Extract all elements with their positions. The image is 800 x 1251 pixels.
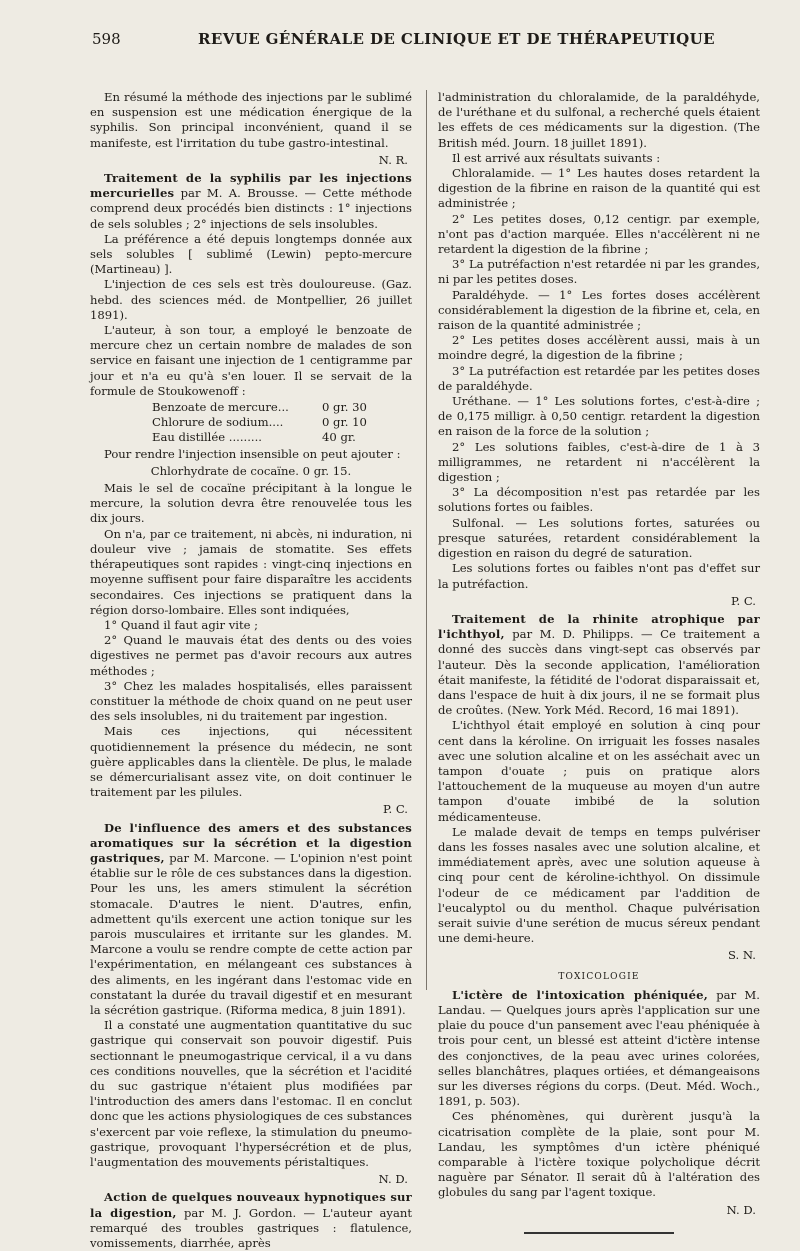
paragraph: En résumé la méthode des injections par le sublimé en suspension est une médication énergique de la syphilis. Son principal inconvénient, quand il se manifeste, est l'irritation du tube gastro-intestinal. [90,90,412,150]
paragraph: Uréthane. — 1° Les solutions fortes, c'est-à-dire ; de 0,175 milligr. à 0,50 centigr. retardent la digestion en raison de la force de la solution ; [438,394,760,439]
paragraph: 3° La décomposition n'est pas retardée par les solutions fortes ou faibles. [438,485,760,515]
paragraph: L'ichthyol était employé en solution à cinq pour cent dans la kéroline. On irriguait les fosses nasales avec une solution alcaline et on les asséchait avec un tampon d'ouate ; puis on pratique alors l'attouchement de la muqueuse au moyen d'un autre tampon d'ouate imbibé de la solution médicamenteuse. [438,718,760,824]
article-hypnotiques [90,1190,412,1251]
right-column [438,90,760,1234]
formula-name: Benzoate de mercure... [152,400,289,415]
paragraph: Il est arrivé aux résultats suivants : [452,150,661,165]
article-title: Traitement de la rhinite atrophique par l'ichthyol, [438,611,760,642]
paragraph: 2° Les petites doses accélèrent aussi, mais à un moindre degré, la digestion de la fibrine ; [438,333,760,363]
signature: P. C. [731,593,756,608]
paragraph: par M. D. Philipps. — Ce traitement a donné des succès dans vingt-sept cas observés par l'auteur. Dès la seconde application, l'amélioration était manifeste, la fétidité de l'odorat disparaissait et, dans l'espace de huit à dix jours, il ne se formait plus de croûtes. (New. York Méd. Record, 16 mai 1891). [438,627,760,718]
section-heading: TOXICOLOGIE [558,971,640,982]
column-divider [426,90,427,990]
page-number: 598 [92,30,121,48]
article-title: Action de quelques nouveaux hypnotiques sur la digestion, [90,1190,412,1220]
paragraph: 2° Les solutions faibles, c'est-à-dire de 1 à 3 milligrammes, ne retardent ni n'accélèrent la digestion ; [438,439,760,485]
paragraph: par M. Landau. — Quelques jours après l'application sur une plaie du pouce d'un pansement avec l'eau phéniquée à trois pour cent, un blessé est atteint d'ictère intense des conjonctives, de la peau avec urines colorées, selles blanchâtres, plaques ortiées, et démangeaisons sur les diverses régions du corps. (Deut. Méd. Woch., 1891, p. 503). [438,987,760,1109]
signature: N. D. [378,1172,408,1187]
paragraph: Pour rendre l'injection insensible on peut ajouter : [104,446,401,461]
paragraph: — L'opinion n'est point établie sur le rôle de ces substances dans la digestion. Pour les uns, les amers stimulent la sécrétion stomacale. D'autres le nient. D'autres, enfin, admettent qu'ils exercent une action tonique sur les parois musculaires et irritante sur les glandes. M. Marcone a voulu se rendre compte de cette action par l'expérimentation, en mélangeant ces substances à des aliments, en les ingérant dans l'estomac vide en constatant la durée du travail digestif et en mesurant la sécrétion gastrique. (Riforma medica, 8 juin 1891). [90,850,412,1017]
formula-qty: 40 gr. [322,430,356,445]
page-header [0,30,800,54]
paragraph: 1° Quand il faut agir vite ; [104,617,259,632]
journal-title: REVUE GÉNÉRALE DE CLINIQUE ET DE THÉRAPEUTIQUE [198,30,715,48]
paragraph: par M. A. Brousse. — Cette méthode comprend deux procédés bien distincts : 1° injections de sels solubles ; 2° injections de sels insolubles. [90,186,413,231]
left-column [90,90,412,1251]
article-syphilis [90,171,412,232]
paragraph: L'auteur, à son tour, a employé le benzoate de mercure chez un certain nombre de malades de son service en faisant une injection de 1 centigramme par jour et n'a eu qu'à s'en louer. Il se servait de la formule de Stoukowenoff : [90,323,412,398]
paragraph: Paraldéhyde. — 1° Les fortes doses accélèrent considérablement la digestion de la fibrine et, cela, en raison de la quantité administrée ; [438,287,760,333]
formula-row [90,400,412,415]
paragraph: La préférence a été depuis longtemps donnée aux sels solubles [ sublimé (Lewin) pepto-mercure (Martineau) ]. [90,231,412,277]
article-amers [90,821,412,1019]
paragraph: 3° Chez les malades hospitalisés, elles paraissent constituer la méthode de choix quand on ne peut user des sels insolubles, ni du traitement par ingestion. [90,678,412,724]
formula-table [90,400,412,446]
article-author: par M. Marcone. [169,850,270,865]
article-title: De l'influence des amers et des substances aromatiques sur la sécrétion et la digestion gastriques, [90,820,412,865]
paragraph: 3° La putréfaction n'est retardée ni par les grandes, ni par les petites doses. [438,257,760,287]
paragraph: l'administration du chloralamide, de la paraldéhyde, de l'uréthane et du sulfonal, a recherché quels étaient les effets de ces médicaments sur la digestion. (The British méd. Journ. 18 juillet 1891). [438,90,760,150]
paragraph: On n'a, par ce traitement, ni abcès, ni induration, ni douleur vive ; jamais de stomatite. Ses effets thérapeutiques sont rapides : vingt-cinq injections en moyenne suffisent pour faire disparaître les accidents secondaires. Ces injections se pratiquent dans la région dorso-lombaire. Elles sont indiquées, [90,526,412,617]
formula-qty: 0 gr. 10 [322,415,367,430]
article-title: L'ictère de l'intoxication phéniquée, [452,987,708,1002]
article-title: Traitement de la syphilis par les injections mercurielles [90,171,412,201]
paragraph: Mais ces injections, qui nécessitent quotidiennement la présence du médecin, ne sont guère applicables dans la clientèle. De plus, le malade se démercurialisant assez vite, on doit continuer le traitement par les pilules. [90,724,412,800]
paragraph: 2° Les petites doses, 0,12 centigr. par exemple, n'ont pas d'action marquée. Elles n'accélèrent ni ne retardent la digestion de la fibrine ; [438,211,760,257]
formula-name: Chlorure de sodium.... [152,415,284,430]
formula-row [90,430,412,445]
paragraph: 2° Quand le mauvais état des dents ou des voies digestives ne permet pas d'avoir recours aux autres méthodes ; [90,633,412,678]
signature: N. D. [726,1202,756,1217]
signature: N. R. [378,152,408,167]
paragraph: Les solutions fortes ou faibles n'ont pas d'effet sur la putréfaction. [438,561,760,591]
paragraph: Le malade devait de temps en temps pulvériser dans les fosses nasales avec une solution alcaline, et immédiatement après, avec une solution aqueuse à cinq pour cent de kéroline-ichthyol. On dissimule l'odeur de ce médicament par l'addition de l'eucalyptol ou du menthol. Chaque pulvérisation serait suivie d'une serétion de mucus séreux pendant une demi-heure. [438,824,760,946]
article-rhinite [438,612,760,718]
formula-extra: Chlorhydrate de cocaïne. 0 gr. 15. [150,463,352,478]
article-ictere [438,988,760,1110]
paragraph: Il a constaté une augmentation quantitative du suc gastrique qui conservait son pouvoir digestif. Puis sectionnant le pneumogastrique cervical, il a vu dans ces conditions nouvelles, que la sécrétion et l'acidité du suc gastrique n'étaient plus modifiées par l'introduction des amers dans l'estomac. Il en conclut donc que les actions physiologiques de ces substances s'exercent par voie reflexe, la stimulation du pneumo-gastrique, provoquant l'hypersécrétion et de plus, l'augmentation des mouvements péristaltiques. [90,1018,412,1170]
paragraph: 3° La putréfaction est retardée par les petites doses de paraldéhyde. [438,363,760,393]
end-rule [524,1232,674,1234]
formula-row [90,415,412,430]
formula-name: Eau distillée ......... [152,430,262,445]
paragraph: par M. J. Gordon. — L'auteur ayant remarqué des troubles gastriques : flatulence, vomissements, diarrhée, après [90,1205,412,1251]
paragraph: Ces phénomènes, qui durèrent jusqu'à la cicatrisation complète de la plaie, sont pour M. Landau, les symptômes d'un ictère phéniqué comparable à l'ictère toxique polycholique décrit naguère par Sénator. Il serait dû à l'altération des globules du sang par l'agent toxique. [438,1109,760,1200]
signature: S. N. [728,948,756,963]
paragraph: Mais le sel de cocaïne précipitant à la longue le mercure, la solution devra être renouvelée tous les dix jours. [90,481,412,526]
formula-qty: 0 gr. 30 [322,400,367,415]
paragraph: Chloralamide. — 1° Les hautes doses retardent la digestion de la fibrine en raison de la quantité qui est administrée ; [438,166,760,211]
paragraph: L'injection de ces sels est très douloureuse. (Gaz. hebd. des sciences méd. de Montpellier, 26 juillet 1891). [90,277,412,322]
signature: P. C. [383,802,408,817]
paragraph: Sulfonal. — Les solutions fortes, saturées ou presque saturées, retardent considérablement la digestion en raison du degré de saturation. [438,515,760,561]
